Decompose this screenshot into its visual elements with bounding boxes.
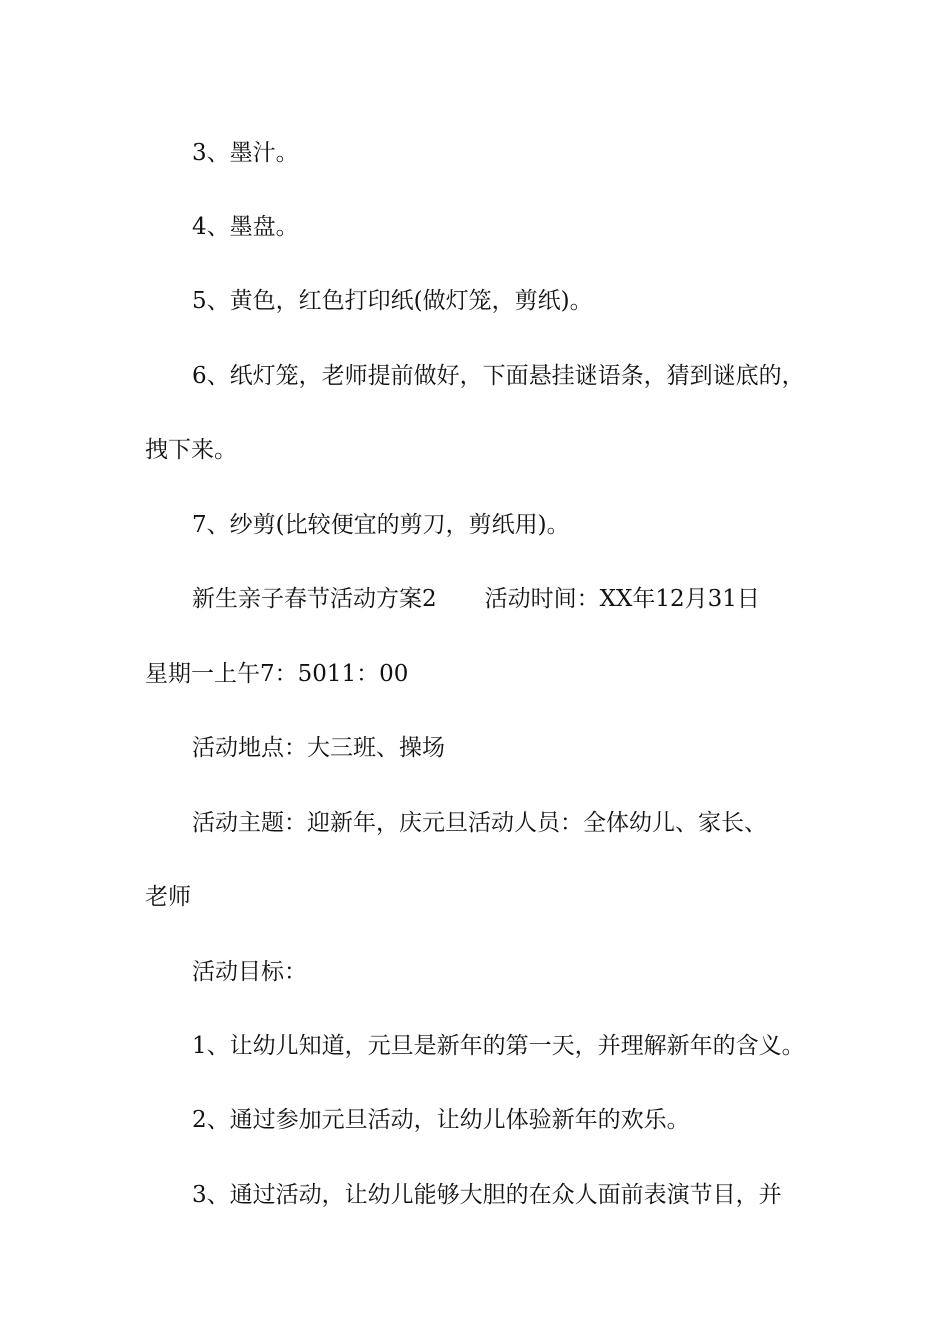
goal-item-2: 2、通过参加元旦活动，让幼儿体验新年的欢乐。 — [192, 1107, 690, 1133]
activity-goals-heading: 活动目标： — [192, 959, 307, 985]
activity-theme: 活动主题：迎新年，庆元旦活动人员：全体幼儿、家长、 — [192, 810, 767, 836]
plan-title-line — [192, 579, 832, 619]
list-item-6-continuation: 拽下来。 — [145, 437, 237, 463]
plan-title: 新生亲子春节活动方案2 — [192, 586, 437, 612]
list-item-5: 5、黄色，红色打印纸(做灯笼，剪纸)。 — [192, 288, 593, 314]
activity-location: 活动地点：大三班、操场 — [192, 735, 445, 761]
list-item-7: 7、纱剪(比较便宜的剪刀，剪纸用)。 — [192, 512, 570, 538]
list-item-4: 4、墨盘。 — [192, 214, 299, 240]
list-item-3: 3、墨汁。 — [192, 140, 299, 166]
activity-time: 活动时间：XX年12月31日 — [484, 586, 760, 612]
activity-theme-continuation: 老师 — [145, 884, 191, 910]
goal-item-3: 3、通过活动，让幼儿能够大胆的在众人面前表演节目，并 — [192, 1182, 782, 1208]
list-item-6: 6、纸灯笼，老师提前做好，下面悬挂谜语条，猜到谜底的， — [192, 363, 805, 389]
goal-item-1: 1、让幼儿知道，元旦是新年的第一天，并理解新年的含义。 — [192, 1033, 805, 1059]
activity-time-continuation: 星期一上午7：5011：00 — [145, 661, 409, 687]
